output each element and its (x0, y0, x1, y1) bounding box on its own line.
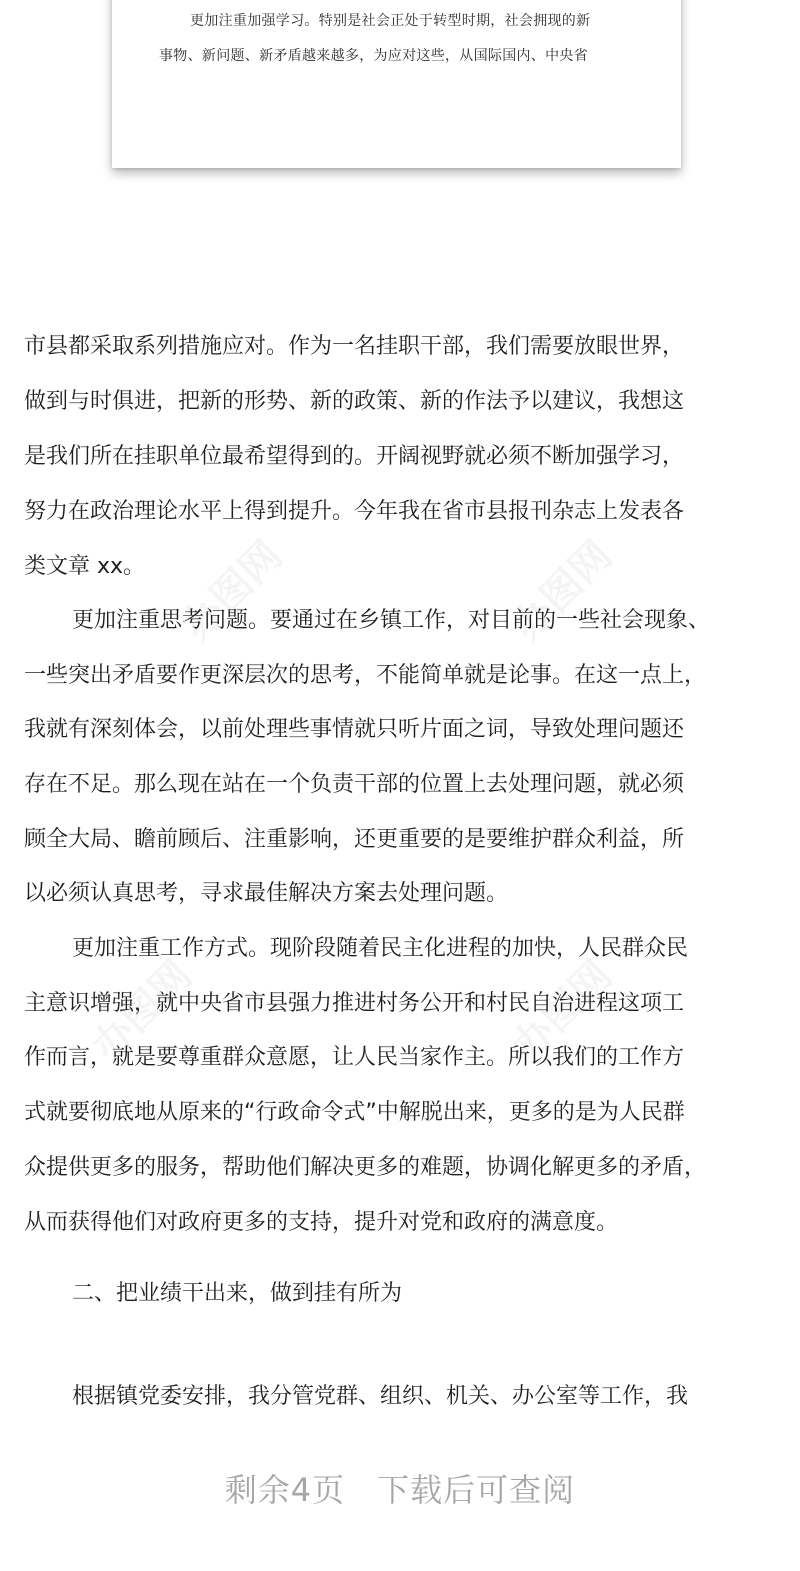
text-line: 努力在政治理论水平上得到提升。今年我在省市县报刊杂志上发表各 (24, 499, 685, 524)
paragraph-first-line: 更加注重思考问题。要通过在乡镇工作，对目前的一些社会现象、 (72, 608, 711, 633)
remaining-pages-label: 剩余4页 (224, 1471, 346, 1509)
text-line: 市县都采取系列措施应对。作为一名挂职干部，我们需要放眼世界， (24, 334, 685, 359)
text-line: 顾全大局、瞻前顾后、注重影响，还更重要的是要维护群众利益，所 (24, 827, 685, 852)
text-line: 存在不足。那么现在站在一个负责干部的位置上去处理问题，就必须 (24, 772, 685, 797)
text-line: 作而言，就是要尊重群众意愿，让人民当家作主。所以我们的工作方 (24, 1045, 685, 1070)
paragraph-first-line: 根据镇党委安排，我分管党群、组织、机关、办公室等工作，我 (72, 1384, 689, 1409)
remaining-pages-banner[interactable] (0, 1466, 800, 1514)
text-line: 做到与时俱进，把新的形势、新的政策、新的作法予以建议，我想这 (24, 389, 685, 414)
text-line: 从而获得他们对政府更多的支持，提升对党和政府的满意度。 (24, 1210, 619, 1235)
text-line: 一些突出矛盾要作更深层次的思考，不能简单就是论事。在这一点上， (24, 663, 707, 688)
text-line: 以必须认真思考，寻求最佳解决方案去处理问题。 (24, 881, 509, 906)
text-line: 众提供更多的服务，帮助他们解决更多的难题，协调化解更多的矛盾， (24, 1155, 707, 1180)
section-heading: 二、把业绩干出来，做到挂有所为 (72, 1281, 403, 1306)
paragraph-first-line: 更加注重工作方式。现阶段随着民主化进程的加快，人民群众民 (72, 936, 689, 961)
text-line: 是我们所在挂职单位最希望得到的。开阔视野就必须不断加强学习， (24, 444, 685, 469)
download-hint-label: 下载后可查阅 (377, 1471, 576, 1509)
text-line: 我就有深刻体会，以前处理些事情就只听片面之词，导致处理问题还 (24, 717, 685, 742)
text-line: 主意识增强，就中央省市县强力推进村务公开和村民自治进程这项工 (24, 991, 685, 1016)
preview-line-2: 事物、新问题、新矛盾越来越多，为应对这些，从国际国内、中央省 (159, 48, 588, 64)
preview-line-1: 更加注重加强学习。特别是社会正处于转型时期，社会拥现的新 (190, 13, 591, 29)
text-line: 类文章 xx。 (24, 554, 146, 579)
text-line: 式就要彻底地从原来的“行政命令式”中解脱出来，更多的是为人民群 (24, 1100, 685, 1125)
preview-page-card (112, 0, 681, 168)
